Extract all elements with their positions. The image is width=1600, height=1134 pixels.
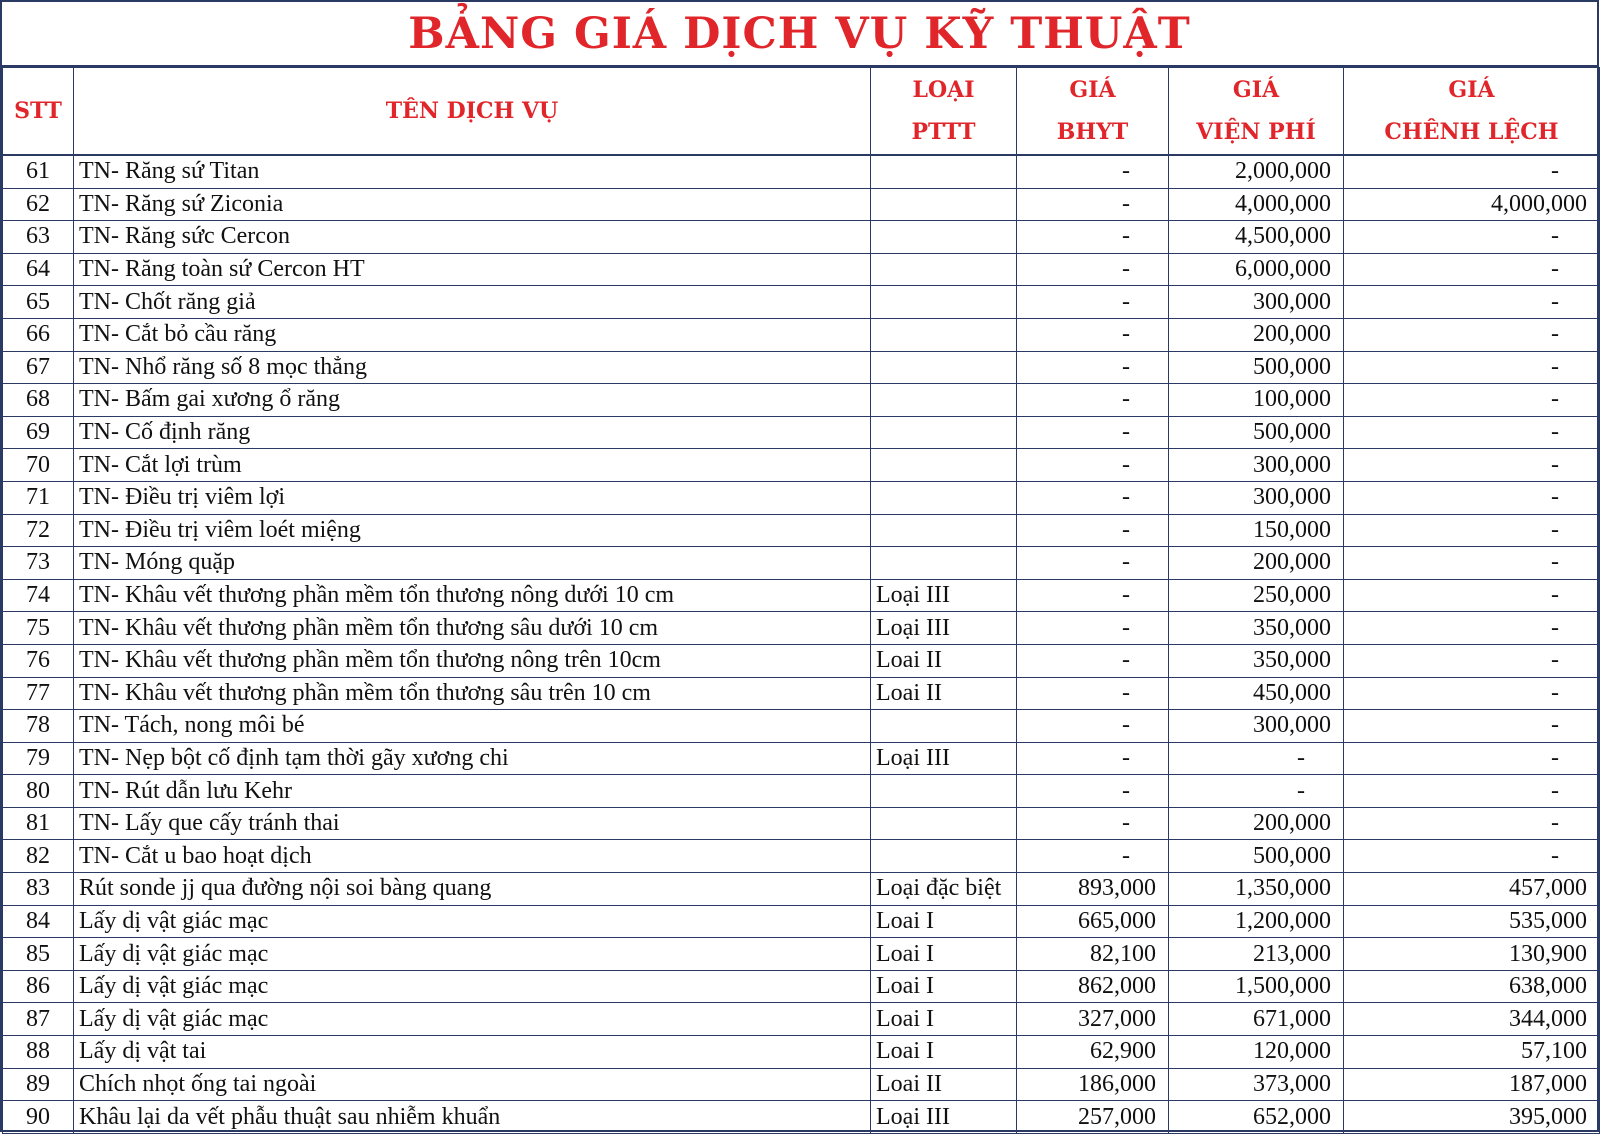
table-row: [3, 905, 1600, 938]
price-table: [2, 67, 1600, 1134]
cell-service-name: TN- Răng sứ Titan: [74, 155, 871, 188]
cell-diff-price: -: [1344, 253, 1600, 286]
cell-stt: 67: [3, 351, 74, 384]
cell-bhyt-price: 862,000: [1017, 970, 1169, 1003]
cell-service-name: TN- Móng quặp: [74, 547, 871, 580]
cell-diff-price: -: [1344, 775, 1600, 808]
cell-bhyt-price: 62,900: [1017, 1036, 1169, 1069]
cell-bhyt-price: 82,100: [1017, 938, 1169, 971]
cell-service-name: TN- Lấy que cấy tránh thai: [74, 807, 871, 840]
cell-bhyt-price: 257,000: [1017, 1101, 1169, 1134]
cell-service-name: TN- Tách, nong môi bé: [74, 710, 871, 743]
cell-vienphi-price: 350,000: [1169, 644, 1344, 677]
cell-service-name: TN- Răng sức Cercon: [74, 221, 871, 254]
cell-stt: 61: [3, 155, 74, 188]
table-row: [3, 742, 1600, 775]
cell-pttt-type: [871, 710, 1017, 743]
cell-diff-price: 457,000: [1344, 873, 1600, 906]
cell-service-name: Lấy dị vật tai: [74, 1036, 871, 1069]
cell-service-name: TN- Nhổ răng số 8 mọc thẳng: [74, 351, 871, 384]
table-row: [3, 644, 1600, 677]
cell-bhyt-price: -: [1017, 612, 1169, 645]
table-row: [3, 579, 1600, 612]
header-bhyt-line1: GIÁ: [1069, 77, 1116, 103]
cell-bhyt-price: 893,000: [1017, 873, 1169, 906]
cell-stt: 88: [3, 1036, 74, 1069]
cell-pttt-type: Loai II: [871, 677, 1017, 710]
cell-service-name: TN- Cắt bỏ cầu răng: [74, 318, 871, 351]
table-header-row: [3, 68, 1600, 156]
cell-service-name: TN- Khâu vết thương phần mềm tổn thương sâu dưới 10 cm: [74, 612, 871, 645]
cell-service-name: TN- Răng toàn sứ Cercon HT: [74, 253, 871, 286]
cell-stt: 70: [3, 449, 74, 482]
cell-diff-price: 57,100: [1344, 1036, 1600, 1069]
table-row: [3, 677, 1600, 710]
cell-vienphi-price: 213,000: [1169, 938, 1344, 971]
cell-diff-price: -: [1344, 351, 1600, 384]
cell-bhyt-price: -: [1017, 807, 1169, 840]
cell-service-name: TN- Khâu vết thương phần mềm tổn thương nông dưới 10 cm: [74, 579, 871, 612]
cell-pttt-type: [871, 384, 1017, 417]
page-title: BẢNG GIÁ DỊCH VỤ KỸ THUẬT: [2, 2, 1597, 67]
table-row: [3, 1068, 1600, 1101]
cell-vienphi-price: 500,000: [1169, 351, 1344, 384]
cell-vienphi-price: 2,000,000: [1169, 155, 1344, 188]
cell-vienphi-price: 250,000: [1169, 579, 1344, 612]
cell-stt: 84: [3, 905, 74, 938]
table-row: [3, 775, 1600, 808]
cell-stt: 81: [3, 807, 74, 840]
cell-vienphi-price: 1,500,000: [1169, 970, 1344, 1003]
table-row: [3, 1003, 1600, 1036]
table-row: [3, 710, 1600, 743]
cell-pttt-type: [871, 514, 1017, 547]
cell-bhyt-price: -: [1017, 351, 1169, 384]
header-bhyt: [1017, 68, 1169, 156]
cell-vienphi-price: 300,000: [1169, 710, 1344, 743]
cell-pttt-type: Loai I: [871, 1003, 1017, 1036]
cell-stt: 73: [3, 547, 74, 580]
table-row: [3, 155, 1600, 188]
cell-diff-price: -: [1344, 840, 1600, 873]
cell-service-name: TN- Chốt răng giả: [74, 286, 871, 319]
cell-diff-price: -: [1344, 677, 1600, 710]
table-row: [3, 547, 1600, 580]
cell-pttt-type: [871, 318, 1017, 351]
cell-stt: 90: [3, 1101, 74, 1134]
cell-stt: 82: [3, 840, 74, 873]
cell-vienphi-price: 120,000: [1169, 1036, 1344, 1069]
cell-stt: 66: [3, 318, 74, 351]
cell-pttt-type: Loai I: [871, 905, 1017, 938]
cell-diff-price: -: [1344, 481, 1600, 514]
cell-diff-price: -: [1344, 384, 1600, 417]
cell-diff-price: -: [1344, 449, 1600, 482]
cell-bhyt-price: -: [1017, 677, 1169, 710]
cell-vienphi-price: 450,000: [1169, 677, 1344, 710]
cell-vienphi-price: 200,000: [1169, 318, 1344, 351]
cell-bhyt-price: -: [1017, 547, 1169, 580]
cell-vienphi-price: 1,200,000: [1169, 905, 1344, 938]
cell-stt: 62: [3, 188, 74, 221]
header-stt-label: STT: [14, 98, 62, 124]
header-diff-line1: GIÁ: [1448, 77, 1495, 103]
cell-diff-price: 535,000: [1344, 905, 1600, 938]
cell-pttt-type: Loại đặc biệt: [871, 873, 1017, 906]
table-row: [3, 938, 1600, 971]
cell-bhyt-price: -: [1017, 286, 1169, 319]
cell-vienphi-price: 150,000: [1169, 514, 1344, 547]
cell-diff-price: -: [1344, 221, 1600, 254]
cell-stt: 87: [3, 1003, 74, 1036]
cell-vienphi-price: 1,350,000: [1169, 873, 1344, 906]
table-row: [3, 221, 1600, 254]
cell-bhyt-price: -: [1017, 253, 1169, 286]
cell-stt: 69: [3, 416, 74, 449]
cell-vienphi-price: 100,000: [1169, 384, 1344, 417]
table-row: [3, 253, 1600, 286]
table-row: [3, 351, 1600, 384]
cell-service-name: TN- Khâu vết thương phần mềm tổn thương sâu trên 10 cm: [74, 677, 871, 710]
table-row: [3, 807, 1600, 840]
cell-vienphi-price: 652,000: [1169, 1101, 1344, 1134]
cell-stt: 79: [3, 742, 74, 775]
cell-bhyt-price: -: [1017, 742, 1169, 775]
table-body: [3, 155, 1600, 1133]
table-row: [3, 449, 1600, 482]
header-stt: [3, 68, 74, 156]
cell-pttt-type: Loai I: [871, 1036, 1017, 1069]
header-vienphi-line1: GIÁ: [1232, 77, 1280, 103]
cell-pttt-type: Loại III: [871, 1101, 1017, 1134]
cell-stt: 86: [3, 970, 74, 1003]
cell-pttt-type: Loai I: [871, 938, 1017, 971]
cell-vienphi-price: 200,000: [1169, 547, 1344, 580]
cell-bhyt-price: -: [1017, 416, 1169, 449]
table-row: [3, 612, 1600, 645]
cell-service-name: TN- Cố định răng: [74, 416, 871, 449]
cell-stt: 75: [3, 612, 74, 645]
cell-diff-price: -: [1344, 807, 1600, 840]
cell-pttt-type: Loai II: [871, 644, 1017, 677]
header-vienphi-line2: VIỆN PHÍ: [1196, 119, 1316, 145]
cell-stt: 64: [3, 253, 74, 286]
cell-service-name: Lấy dị vật giác mạc: [74, 938, 871, 971]
cell-pttt-type: [871, 286, 1017, 319]
table-row: [3, 1101, 1600, 1134]
cell-bhyt-price: -: [1017, 514, 1169, 547]
cell-service-name: TN- Điều trị viêm lợi: [74, 481, 871, 514]
table-row: [3, 970, 1600, 1003]
cell-diff-price: -: [1344, 612, 1600, 645]
table-row: [3, 514, 1600, 547]
cell-bhyt-price: -: [1017, 221, 1169, 254]
cell-bhyt-price: -: [1017, 449, 1169, 482]
cell-stt: 74: [3, 579, 74, 612]
header-name-label: TÊN DỊCH VỤ: [385, 98, 559, 124]
cell-bhyt-price: -: [1017, 481, 1169, 514]
cell-pttt-type: [871, 351, 1017, 384]
cell-pttt-type: [871, 481, 1017, 514]
header-type: [871, 68, 1017, 156]
cell-bhyt-price: 665,000: [1017, 905, 1169, 938]
cell-vienphi-price: 200,000: [1169, 807, 1344, 840]
table-row: [3, 188, 1600, 221]
cell-diff-price: -: [1344, 318, 1600, 351]
cell-bhyt-price: -: [1017, 384, 1169, 417]
cell-stt: 77: [3, 677, 74, 710]
cell-pttt-type: [871, 188, 1017, 221]
cell-vienphi-price: -: [1169, 775, 1344, 808]
cell-diff-price: 638,000: [1344, 970, 1600, 1003]
cell-service-name: Lấy dị vật giác mạc: [74, 905, 871, 938]
cell-service-name: TN- Bấm gai xương ổ răng: [74, 384, 871, 417]
cell-bhyt-price: -: [1017, 710, 1169, 743]
cell-bhyt-price: -: [1017, 840, 1169, 873]
cell-diff-price: 187,000: [1344, 1068, 1600, 1101]
cell-service-name: TN- Điều trị viêm loét miệng: [74, 514, 871, 547]
cell-vienphi-price: 4,000,000: [1169, 188, 1344, 221]
cell-stt: 85: [3, 938, 74, 971]
cell-diff-price: 344,000: [1344, 1003, 1600, 1036]
cell-diff-price: -: [1344, 579, 1600, 612]
table-row: [3, 873, 1600, 906]
cell-stt: 89: [3, 1068, 74, 1101]
cell-diff-price: -: [1344, 514, 1600, 547]
cell-diff-price: -: [1344, 547, 1600, 580]
cell-pttt-type: [871, 416, 1017, 449]
cell-bhyt-price: -: [1017, 155, 1169, 188]
cell-service-name: TN- Nẹp bột cố định tạm thời gãy xương chi: [74, 742, 871, 775]
cell-service-name: Khâu lại da vết phẫu thuật sau nhiễm khuẩn: [74, 1101, 871, 1134]
cell-bhyt-price: -: [1017, 318, 1169, 351]
cell-service-name: TN- Rút dẫn lưu Kehr: [74, 775, 871, 808]
cell-stt: 78: [3, 710, 74, 743]
cell-vienphi-price: 500,000: [1169, 840, 1344, 873]
cell-diff-price: 4,000,000: [1344, 188, 1600, 221]
cell-vienphi-price: 500,000: [1169, 416, 1344, 449]
cell-bhyt-price: 327,000: [1017, 1003, 1169, 1036]
cell-service-name: TN- Khâu vết thương phần mềm tổn thương nông trên 10cm: [74, 644, 871, 677]
cell-vienphi-price: 300,000: [1169, 481, 1344, 514]
cell-pttt-type: [871, 449, 1017, 482]
cell-bhyt-price: -: [1017, 644, 1169, 677]
cell-pttt-type: [871, 775, 1017, 808]
cell-vienphi-price: 350,000: [1169, 612, 1344, 645]
cell-stt: 72: [3, 514, 74, 547]
table-row: [3, 286, 1600, 319]
header-vienphi: [1169, 68, 1344, 156]
cell-pttt-type: [871, 547, 1017, 580]
cell-diff-price: -: [1344, 286, 1600, 319]
cell-pttt-type: Loại III: [871, 579, 1017, 612]
cell-bhyt-price: -: [1017, 579, 1169, 612]
cell-vienphi-price: 4,500,000: [1169, 221, 1344, 254]
cell-pttt-type: Loai I: [871, 970, 1017, 1003]
cell-vienphi-price: -: [1169, 742, 1344, 775]
cell-stt: 68: [3, 384, 74, 417]
cell-service-name: TN- Cắt lợi trùm: [74, 449, 871, 482]
cell-pttt-type: [871, 807, 1017, 840]
cell-vienphi-price: 671,000: [1169, 1003, 1344, 1036]
cell-stt: 71: [3, 481, 74, 514]
cell-stt: 65: [3, 286, 74, 319]
table-row: [3, 481, 1600, 514]
cell-diff-price: -: [1344, 644, 1600, 677]
cell-service-name: Lấy dị vật giác mạc: [74, 1003, 871, 1036]
cell-bhyt-price: -: [1017, 775, 1169, 808]
cell-diff-price: -: [1344, 742, 1600, 775]
cell-pttt-type: [871, 253, 1017, 286]
cell-pttt-type: Loai II: [871, 1068, 1017, 1101]
header-type-line1: LOẠI: [912, 77, 975, 103]
cell-vienphi-price: 373,000: [1169, 1068, 1344, 1101]
cell-service-name: TN- Răng sứ Ziconia: [74, 188, 871, 221]
table-row: [3, 840, 1600, 873]
cell-pttt-type: [871, 155, 1017, 188]
table-row: [3, 318, 1600, 351]
cell-vienphi-price: 300,000: [1169, 286, 1344, 319]
header-diff-line2: CHÊNH LỆCH: [1384, 119, 1559, 145]
table-row: [3, 1036, 1600, 1069]
cell-diff-price: 130,900: [1344, 938, 1600, 971]
cell-vienphi-price: 6,000,000: [1169, 253, 1344, 286]
cell-stt: 76: [3, 644, 74, 677]
cell-service-name: TN- Cắt u bao hoạt dịch: [74, 840, 871, 873]
header-bhyt-line2: BHYT: [1056, 119, 1129, 145]
cell-service-name: Chích nhọt ống tai ngoài: [74, 1068, 871, 1101]
table-row: [3, 384, 1600, 417]
cell-stt: 63: [3, 221, 74, 254]
cell-diff-price: -: [1344, 155, 1600, 188]
cell-diff-price: -: [1344, 416, 1600, 449]
cell-bhyt-price: -: [1017, 188, 1169, 221]
cell-pttt-type: [871, 221, 1017, 254]
cell-pttt-type: Loại III: [871, 742, 1017, 775]
cell-pttt-type: [871, 840, 1017, 873]
header-diff: [1344, 68, 1600, 156]
header-name: [74, 68, 871, 156]
cell-stt: 80: [3, 775, 74, 808]
header-type-line2: PTTT: [911, 119, 976, 145]
cell-diff-price: 395,000: [1344, 1101, 1600, 1134]
cell-service-name: Lấy dị vật giác mạc: [74, 970, 871, 1003]
cell-diff-price: -: [1344, 710, 1600, 743]
table-row: [3, 416, 1600, 449]
cell-bhyt-price: 186,000: [1017, 1068, 1169, 1101]
cell-service-name: Rút sonde jj qua đường nội soi bàng quang: [74, 873, 871, 906]
cell-pttt-type: Loại III: [871, 612, 1017, 645]
cell-stt: 83: [3, 873, 74, 906]
cell-vienphi-price: 300,000: [1169, 449, 1344, 482]
